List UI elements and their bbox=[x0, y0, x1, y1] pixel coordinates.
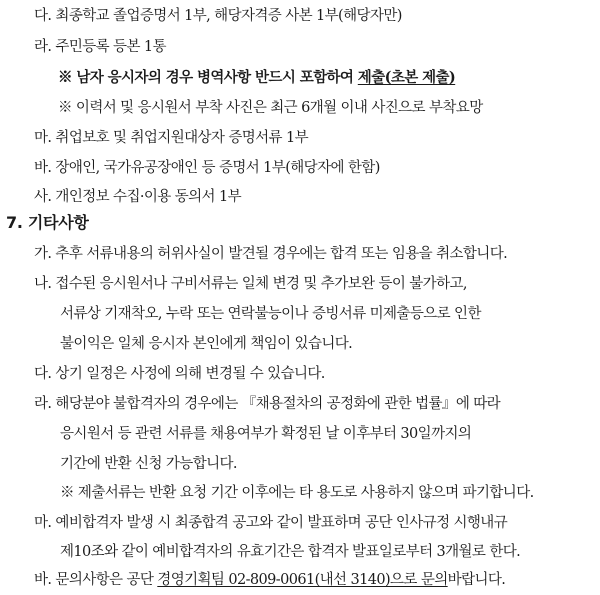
item-ba-disabled: 바. 장애인, 국가유공장애인 등 증명서 1부(해당자에 한함) bbox=[34, 160, 380, 176]
section7-item-na-line3: 불이익은 일체 응시자 본인에게 책임이 있습니다. bbox=[60, 336, 353, 352]
section7-item-ba-end: 바랍니다. bbox=[447, 572, 506, 588]
section7-item-ma-line1: 마. 예비합격자 발생 시 최종합격 공고와 같이 발표하며 공단 인사규정 시행내규 bbox=[34, 515, 508, 531]
section7-item-ga: 가. 추후 서류내용의 허위사실이 발견될 경우에는 합격 또는 임용을 취소합니다. bbox=[34, 246, 508, 262]
section7-item-da: 다. 상기 일정은 사정에 의해 변경될 수 있습니다. bbox=[34, 366, 325, 382]
note-military-text: ※ 남자 응시자의 경우 병역사항 반드시 포함하여 bbox=[58, 69, 358, 86]
section7-item-ba bbox=[34, 570, 505, 590]
item-ma-employment: 마. 취업보호 및 취업지원대상자 증명서류 1부 bbox=[34, 130, 309, 146]
section-7-heading: 7. 기타사항 bbox=[6, 213, 89, 232]
note-military bbox=[58, 68, 455, 88]
section7-item-ra-line3: 기간에 반환 신청 가능합니다. bbox=[60, 456, 237, 472]
section7-item-ba-text: 바. 문의사항은 공단 bbox=[34, 572, 158, 588]
contact-info: 경영기획팀 02-809-0061(내선 3140)으로 문의 bbox=[157, 572, 448, 588]
item-da-docs: 다. 최종학교 졸업증명서 1부, 해당자격증 사본 1부(해당자만) bbox=[34, 8, 402, 24]
section7-item-na-line1: 나. 접수된 응시원서나 구비서류는 일체 변경 및 추가보완 등이 불가하고, bbox=[34, 276, 467, 292]
item-sa-privacy: 사. 개인정보 수집·이용 동의서 1부 bbox=[34, 189, 241, 205]
section7-item-ma-line2: 제10조와 같이 예비합격자의 유효기간은 합격자 발표일로부터 3개월로 한다. bbox=[60, 544, 521, 560]
section7-item-ra-line1: 라. 해당분야 불합격자의 경우에는 『채용절차의 공정화에 관한 법률』에 따라 bbox=[34, 396, 501, 412]
note-military-underlined: 제출(초본 제출) bbox=[357, 69, 456, 86]
note-photo: ※ 이력서 및 응시원서 부착 사진은 최근 6개월 이내 사진으로 부착요망 bbox=[58, 100, 483, 116]
section7-item-na-line2: 서류상 기재착오, 누락 또는 연락불능이나 증빙서류 미제출등으로 인한 bbox=[60, 306, 481, 322]
section7-note-disposal: ※ 제출서류는 반환 요청 기간 이후에는 타 용도로 사용하지 않으며 파기합니다. bbox=[60, 485, 534, 501]
item-ra-resident: 라. 주민등록 등본 1통 bbox=[34, 39, 166, 55]
section7-item-ra-line2: 응시원서 등 관련 서류를 채용여부가 확정된 날 이후부터 30일까지의 bbox=[60, 426, 472, 442]
